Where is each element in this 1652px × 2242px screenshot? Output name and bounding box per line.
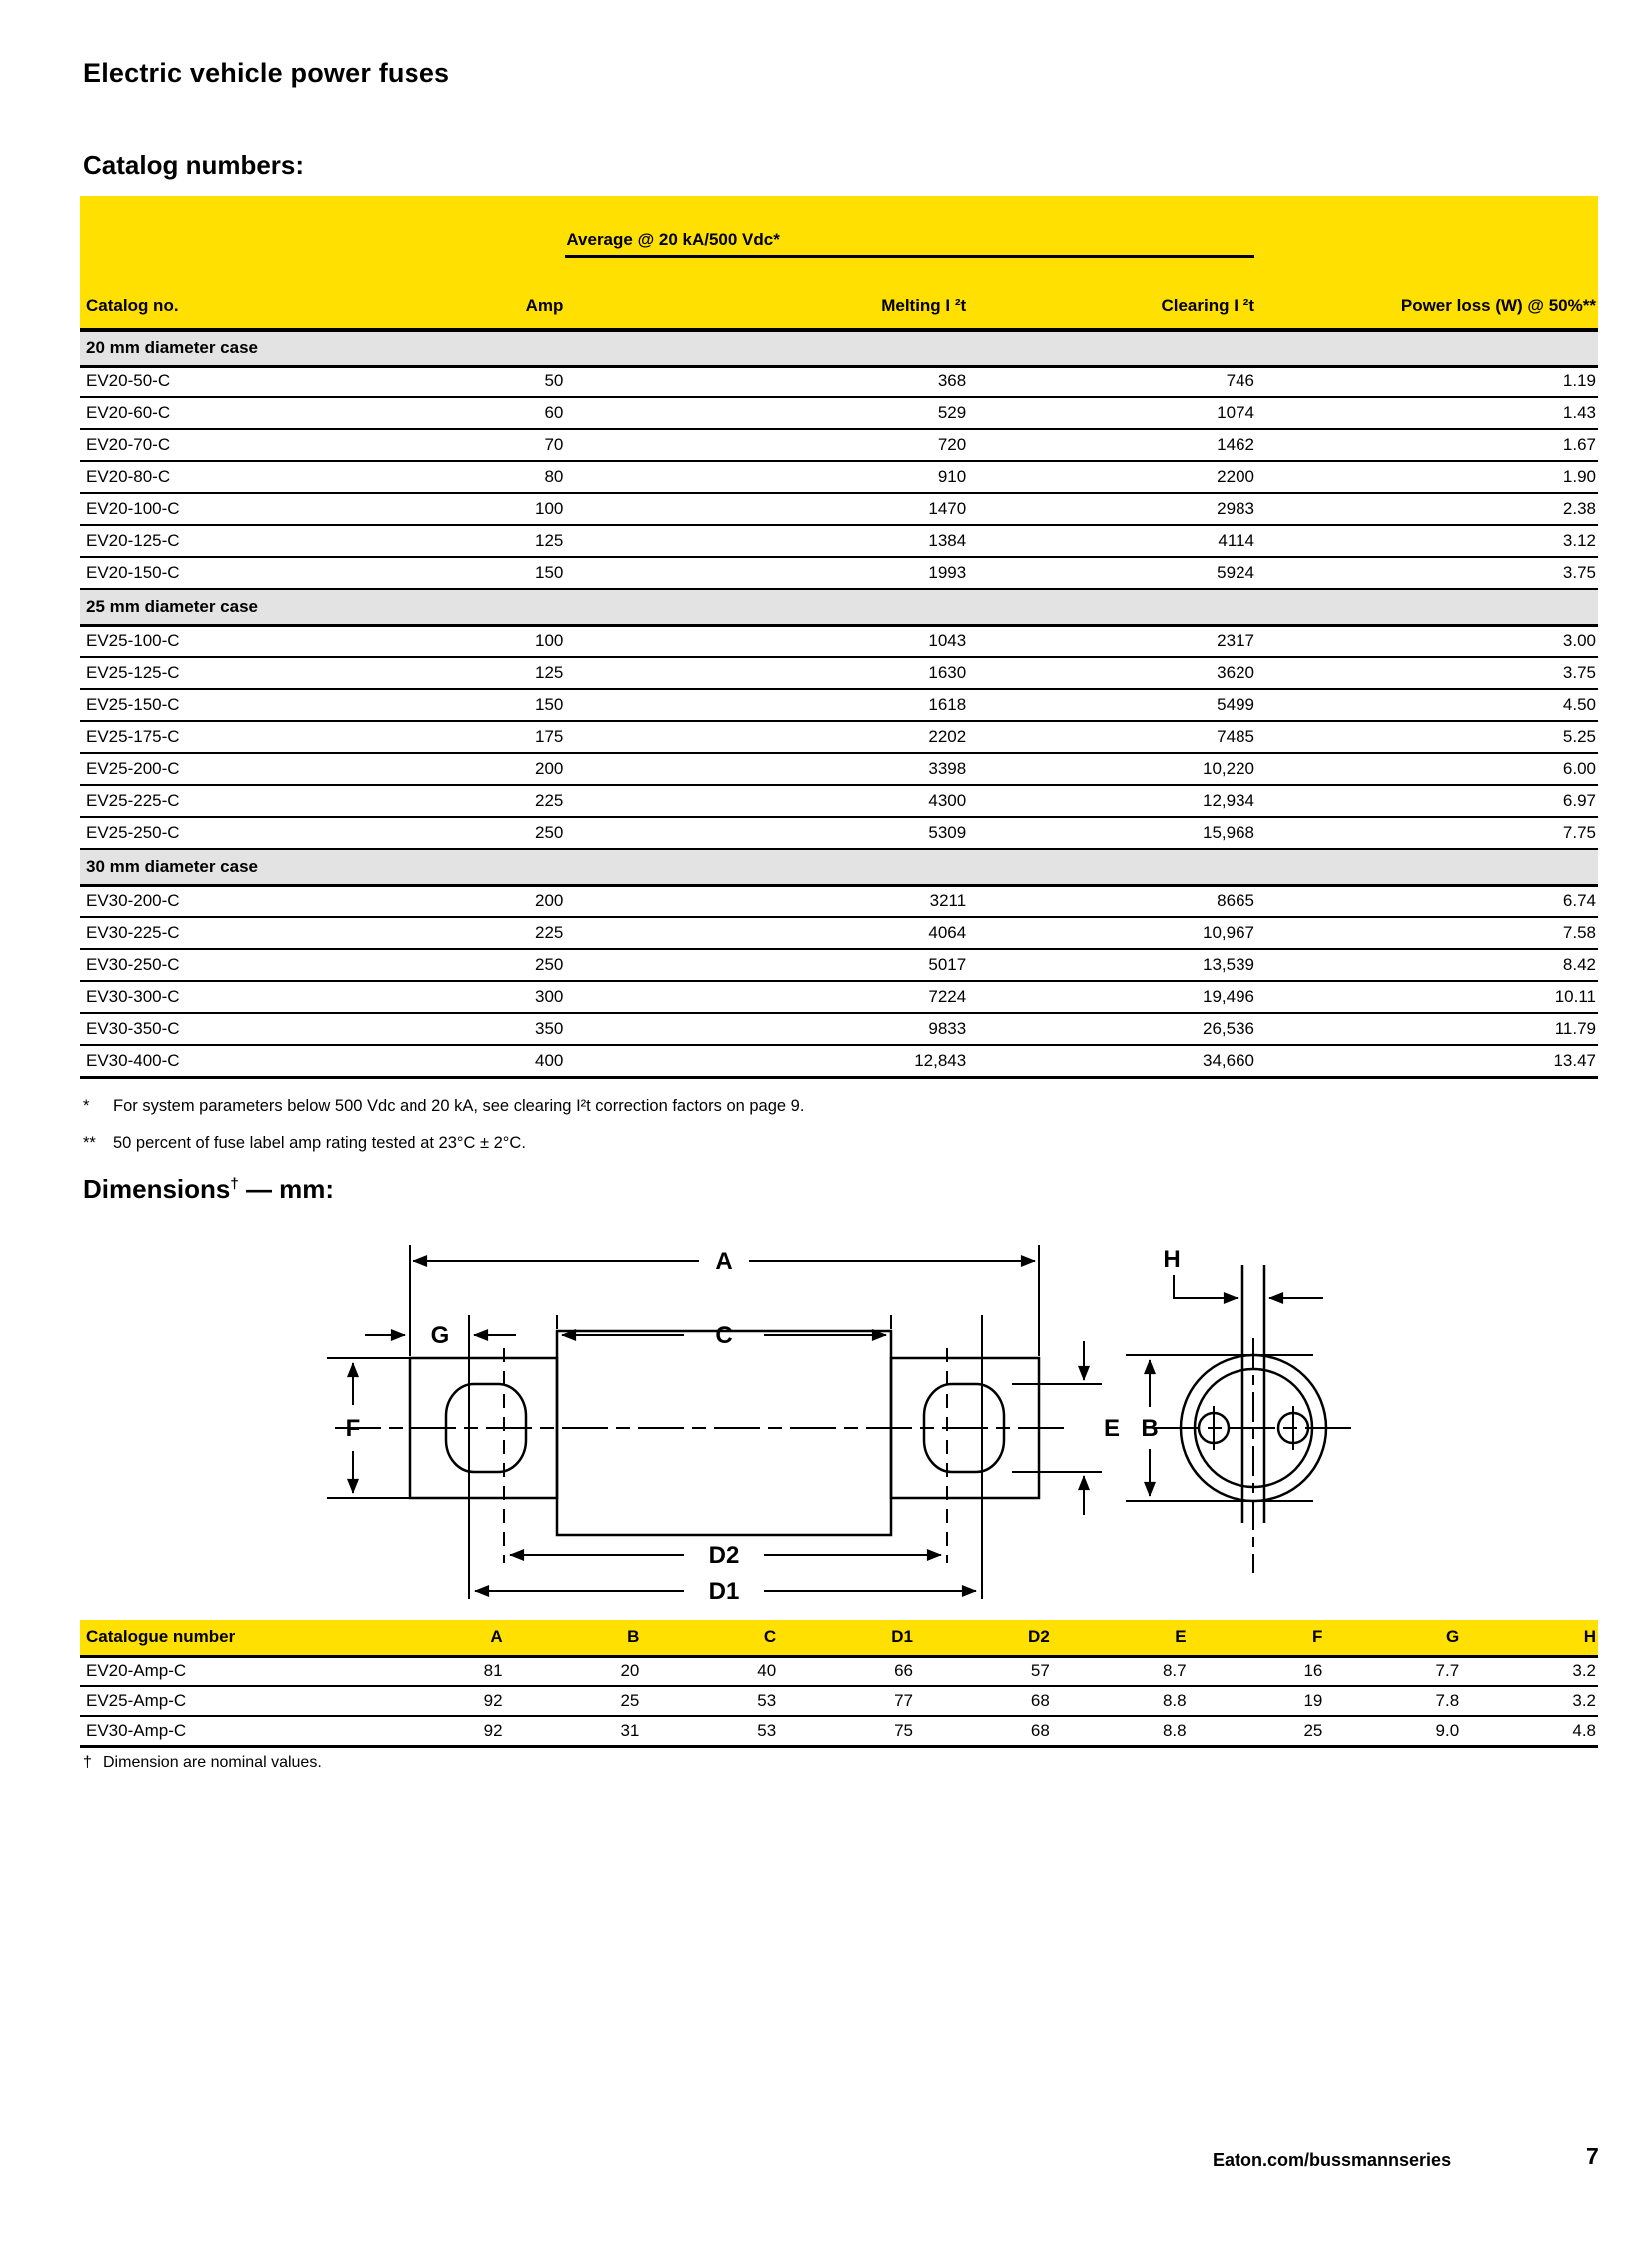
table-cell: 2200 [968, 461, 1256, 493]
table-cell: 350 [444, 1013, 566, 1045]
table-cell: 92 [369, 1686, 505, 1716]
table-row [80, 657, 1598, 689]
table-cell: 150 [444, 557, 566, 589]
dim-label-b: B [1141, 1415, 1159, 1442]
footnote-text: For system parameters below 500 Vdc and 20 kA, see clearing I²t correction factors on page 9. [113, 1097, 805, 1115]
span-header-cell [565, 196, 1256, 258]
table-cell: 1993 [565, 557, 968, 589]
table-row [80, 949, 1598, 981]
table-cell: 50 [444, 366, 566, 397]
table-cell: 10.11 [1256, 981, 1598, 1013]
table-cell: 7224 [565, 981, 968, 1013]
footnote-nominal-values [83, 1754, 322, 1772]
table-row [80, 525, 1598, 557]
table-row [80, 689, 1598, 721]
page-title: Electric vehicle power fuses [83, 58, 450, 88]
table-cell: 60 [444, 397, 566, 429]
table-cell: 720 [565, 429, 968, 461]
table-cell: 25 [505, 1686, 642, 1716]
column-header-h: H [1461, 1620, 1598, 1656]
dim-label-a: A [715, 1248, 733, 1275]
fuse-body [557, 1331, 891, 1535]
page-number: 7 [1586, 2143, 1599, 2169]
table-cell: 5499 [968, 689, 1256, 721]
catalog-numbers-heading: Catalog numbers: [83, 150, 305, 180]
catalog-header-row [80, 258, 1598, 330]
table-cell: 7.58 [1256, 917, 1598, 949]
table-cell: 150 [444, 689, 566, 721]
section-row [80, 849, 1598, 885]
table-cell: EV30-250-C [80, 949, 444, 981]
fuse-side-view [335, 1315, 1064, 1599]
table-cell: 8665 [968, 885, 1256, 917]
catalog-table [80, 196, 1598, 1079]
table-cell: 7485 [968, 721, 1256, 753]
table-cell: EV25-Amp-C [80, 1686, 369, 1716]
table-cell: EV20-150-C [80, 557, 444, 589]
table-cell: 75 [778, 1716, 915, 1746]
dimensions-table-body [80, 1656, 1598, 1746]
footnote-clearing-correction [83, 1097, 804, 1116]
column-header-clearing-i2t: Clearing I ²t [968, 258, 1256, 330]
table-cell: 68 [915, 1716, 1052, 1746]
table-row [80, 917, 1598, 949]
dimensions-heading-text: Dimensions [83, 1174, 231, 1204]
table-cell: 4.50 [1256, 689, 1598, 721]
table-cell: 9.0 [1324, 1716, 1461, 1746]
table-cell: 1630 [565, 657, 968, 689]
spacer-cell [1256, 196, 1598, 258]
dimensions-header-row [80, 1620, 1598, 1656]
table-cell: 250 [444, 949, 566, 981]
table-cell: 1.67 [1256, 429, 1598, 461]
spacer-cell [80, 196, 444, 258]
table-cell: 4.8 [1461, 1716, 1598, 1746]
table-cell: 746 [968, 366, 1256, 397]
table-cell: 80 [444, 461, 566, 493]
table-cell: 13,539 [968, 949, 1256, 981]
table-cell: EV25-125-C [80, 657, 444, 689]
table-cell: 8.7 [1052, 1656, 1189, 1686]
table-cell: 10,220 [968, 753, 1256, 785]
table-cell: 3.00 [1256, 625, 1598, 657]
fuse-end-view [1126, 1246, 1358, 1573]
table-cell: 225 [444, 785, 566, 817]
catalog-table-body [80, 330, 1598, 1077]
column-header-power-loss: Power loss (W) @ 50%** [1256, 258, 1598, 330]
section-row [80, 589, 1598, 625]
section-label: 30 mm diameter case [80, 849, 1598, 885]
table-cell: 175 [444, 721, 566, 753]
table-cell: 7.75 [1256, 817, 1598, 849]
table-cell: 57 [915, 1656, 1052, 1686]
footnote-marker: † [83, 1754, 92, 1771]
dimensions-heading-units: — mm: [238, 1174, 335, 1204]
dim-label-d1: D1 [708, 1578, 740, 1605]
table-cell: 1043 [565, 625, 968, 657]
table-row [80, 397, 1598, 429]
table-cell: EV20-80-C [80, 461, 444, 493]
table-cell: 1.43 [1256, 397, 1598, 429]
dagger-mark: † [230, 1175, 239, 1193]
table-cell: 4300 [565, 785, 968, 817]
dimensions-table [80, 1620, 1598, 1748]
table-cell: 8.8 [1052, 1716, 1189, 1746]
table-cell: 5.25 [1256, 721, 1598, 753]
table-cell: 6.74 [1256, 885, 1598, 917]
table-cell: EV25-175-C [80, 721, 444, 753]
table-row [80, 785, 1598, 817]
section-label: 25 mm diameter case [80, 589, 1598, 625]
table-cell: 1462 [968, 429, 1256, 461]
table-cell: 6.00 [1256, 753, 1598, 785]
table-cell: EV20-70-C [80, 429, 444, 461]
dimensions-table-container [80, 1620, 1598, 1748]
table-cell: 368 [565, 366, 968, 397]
table-row [80, 817, 1598, 849]
table-cell: 8.42 [1256, 949, 1598, 981]
table-cell: 25 [1189, 1716, 1325, 1746]
table-cell: 11.79 [1256, 1013, 1598, 1045]
dim-label-c: C [715, 1322, 733, 1349]
table-row [80, 885, 1598, 917]
column-header-catalog-no: Catalog no. [80, 258, 444, 330]
table-cell: EV30-225-C [80, 917, 444, 949]
table-row [80, 981, 1598, 1013]
section-row [80, 330, 1598, 366]
table-row [80, 429, 1598, 461]
table-row [80, 366, 1598, 397]
footnote-marker: ** [83, 1134, 96, 1152]
table-cell: 19 [1189, 1686, 1325, 1716]
table-cell: EV20-125-C [80, 525, 444, 557]
table-cell: 3.75 [1256, 557, 1598, 589]
table-cell: 1074 [968, 397, 1256, 429]
column-header-melting-i2t: Melting I ²t [565, 258, 968, 330]
table-row [80, 1045, 1598, 1077]
table-cell: 68 [915, 1686, 1052, 1716]
column-header-catalogue-number: Catalogue number [80, 1620, 369, 1656]
table-cell: EV30-Amp-C [80, 1716, 369, 1746]
table-cell: 31 [505, 1716, 642, 1746]
table-cell: 3.75 [1256, 657, 1598, 689]
catalog-span-header-row [80, 196, 1598, 258]
table-row [80, 753, 1598, 785]
table-cell: 66 [778, 1656, 915, 1686]
table-cell: 200 [444, 885, 566, 917]
table-row [80, 1686, 1598, 1716]
table-cell: 3.12 [1256, 525, 1598, 557]
column-header-f: F [1189, 1620, 1325, 1656]
table-cell: EV25-225-C [80, 785, 444, 817]
table-cell: 16 [1189, 1656, 1325, 1686]
table-cell: 19,496 [968, 981, 1256, 1013]
table-cell: 9833 [565, 1013, 968, 1045]
table-cell: 1384 [565, 525, 968, 557]
column-header-e: E [1052, 1620, 1189, 1656]
table-cell: 250 [444, 817, 566, 849]
table-cell: 70 [444, 429, 566, 461]
section-label: 20 mm diameter case [80, 330, 1598, 366]
table-cell: 15,968 [968, 817, 1256, 849]
table-row [80, 1013, 1598, 1045]
table-cell: 3398 [565, 753, 968, 785]
table-cell: 100 [444, 625, 566, 657]
table-cell: EV25-100-C [80, 625, 444, 657]
table-row [80, 461, 1598, 493]
table-cell: 12,843 [565, 1045, 968, 1077]
footnote-text: 50 percent of fuse label amp rating tested at 23°C ± 2°C. [113, 1134, 526, 1152]
catalog-table-container [80, 196, 1598, 1079]
dim-label-d2: D2 [708, 1542, 740, 1569]
table-cell: EV25-250-C [80, 817, 444, 849]
table-cell: 4064 [565, 917, 968, 949]
column-header-b: B [505, 1620, 642, 1656]
footnote-text: Dimension are nominal values. [103, 1754, 322, 1771]
table-cell: 26,536 [968, 1013, 1256, 1045]
table-cell: EV30-400-C [80, 1045, 444, 1077]
dim-label-g: G [430, 1322, 450, 1349]
table-cell: EV25-150-C [80, 689, 444, 721]
table-cell: 3211 [565, 885, 968, 917]
table-cell: EV25-200-C [80, 753, 444, 785]
column-header-d2: D2 [915, 1620, 1052, 1656]
table-cell: 2983 [968, 493, 1256, 525]
table-cell: 92 [369, 1716, 505, 1746]
table-cell: 400 [444, 1045, 566, 1077]
table-cell: 1.90 [1256, 461, 1598, 493]
table-cell: 34,660 [968, 1045, 1256, 1077]
table-row [80, 625, 1598, 657]
table-cell: 125 [444, 657, 566, 689]
table-cell: EV20-50-C [80, 366, 444, 397]
dim-label-h: H [1163, 1246, 1181, 1273]
table-cell: 6.97 [1256, 785, 1598, 817]
table-cell: EV20-100-C [80, 493, 444, 525]
fuse-dimension-diagram [265, 1223, 1433, 1618]
span-header-label: Average @ 20 kA/500 Vdc* [565, 230, 1254, 258]
table-cell: 8.8 [1052, 1686, 1189, 1716]
table-cell: 4114 [968, 525, 1256, 557]
table-cell: 12,934 [968, 785, 1256, 817]
column-header-g: G [1324, 1620, 1461, 1656]
column-header-d1: D1 [778, 1620, 915, 1656]
table-cell: EV30-300-C [80, 981, 444, 1013]
table-cell: 1470 [565, 493, 968, 525]
table-cell: 2.38 [1256, 493, 1598, 525]
table-cell: 5924 [968, 557, 1256, 589]
table-cell: 7.7 [1324, 1656, 1461, 1686]
dim-label-e: E [1103, 1415, 1121, 1442]
table-cell: 53 [641, 1716, 778, 1746]
table-row [80, 1656, 1598, 1686]
table-cell: 1618 [565, 689, 968, 721]
table-cell: 3.2 [1461, 1656, 1598, 1686]
table-row [80, 493, 1598, 525]
table-cell: 13.47 [1256, 1045, 1598, 1077]
table-row [80, 1716, 1598, 1746]
table-cell: EV30-200-C [80, 885, 444, 917]
footnote-amp-rating [83, 1134, 526, 1153]
table-cell: 2317 [968, 625, 1256, 657]
table-cell: 100 [444, 493, 566, 525]
dim-label-f: F [345, 1415, 361, 1442]
table-cell: 1.19 [1256, 366, 1598, 397]
table-cell: 5017 [565, 949, 968, 981]
table-cell: 53 [641, 1686, 778, 1716]
table-cell: 200 [444, 753, 566, 785]
table-cell: EV20-Amp-C [80, 1656, 369, 1686]
table-cell: 529 [565, 397, 968, 429]
dimensions-heading [83, 1174, 334, 1205]
table-cell: 40 [641, 1656, 778, 1686]
column-header-c: C [641, 1620, 778, 1656]
table-cell: 2202 [565, 721, 968, 753]
table-cell: 300 [444, 981, 566, 1013]
column-header-a: A [369, 1620, 505, 1656]
table-cell: 910 [565, 461, 968, 493]
column-header-amp: Amp [444, 258, 566, 330]
table-row [80, 557, 1598, 589]
table-cell: 5309 [565, 817, 968, 849]
table-cell: 7.8 [1324, 1686, 1461, 1716]
table-cell: 10,967 [968, 917, 1256, 949]
spacer-cell [444, 196, 566, 258]
table-cell: 3620 [968, 657, 1256, 689]
footnote-marker: * [83, 1097, 90, 1115]
table-cell: EV30-350-C [80, 1013, 444, 1045]
leader-line-h [1174, 1275, 1196, 1298]
table-cell: 3.2 [1461, 1686, 1598, 1716]
table-row [80, 721, 1598, 753]
table-cell: 225 [444, 917, 566, 949]
table-cell: EV20-60-C [80, 397, 444, 429]
table-cell: 125 [444, 525, 566, 557]
table-cell: 20 [505, 1656, 642, 1686]
footer-website: Eaton.com/bussmannseries [1213, 2150, 1452, 2170]
table-cell: 77 [778, 1686, 915, 1716]
table-cell: 81 [369, 1656, 505, 1686]
